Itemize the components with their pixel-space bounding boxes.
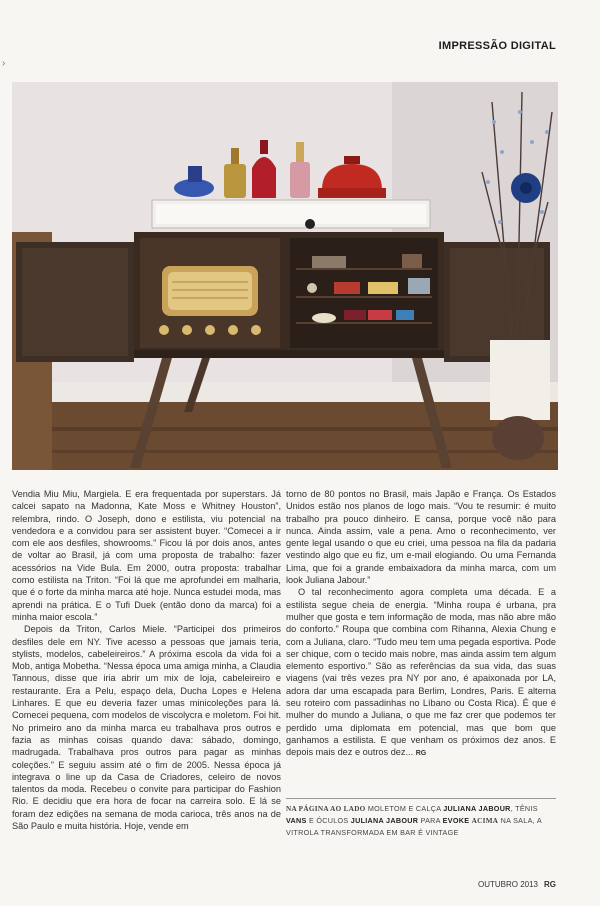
end-mark: RG: [415, 750, 427, 758]
caption-lead: NA PÁGINA AO LADO: [286, 805, 366, 813]
article-paragraph: Depois da Triton, Carlos Miele. “Participei dos primeiros desfiles dele em NY. Tive acesso a pessoas que jamais teria, stylists, modelos, cabeleireiros.” A próxima escola da vida foi a Mob, antiga Mobetha. “Nessa época uma amiga minha, a Claudia Tannous, disse que iria abrir um mix de loja, cabeleireiro e restaurante. Era a Pelu, espaço dela, Ducha Lopes e Helena Linhares. E que eu deveria fazer umas minicoleções para lá. Comecei pequena, com modelos de viscolycra e moletom. Foi hit. No primeiro ano da minha marca eu trabalhava pros outros e fazia as minhas coisas quando dava: sábado, domingo, madrugada. Trabalhava pros outros para pagar as minhas coleções.” E seguiu assim até o fim de 2005. Nessa época já integrava o line up da Casa de Criadores, celeiro de novos talentos da moda. Recebeu o convite para participar do Fashion Rio. E decidiu que era hora de focar na carreira solo. E lá se foram dez edições na semana de moda carioca, três anos na de São Paulo e muita história. Hoje, vende em: [12, 624, 281, 832]
vintage-radio-bar-photo: [12, 82, 558, 470]
caption-brand: JULIANA JABOUR: [350, 816, 419, 825]
section-title: IMPRESSÃO DIGITAL: [438, 40, 556, 52]
caption-brand: JULIANA JABOUR: [443, 804, 511, 813]
article-column-left: [12, 488, 281, 832]
caption-text: PARA: [418, 816, 443, 825]
caption-text: NA SALA, A VITROLA TRANSFORMADA EM BAR É VINTAGE: [286, 816, 542, 837]
article-paragraph: Vendia Miu Miu, Margiela. E era frequentada por superstars. Já calcei sapato na Madonna, Kate Moss e Whitney Houston”, relembra, rindo. O Joseph, dono e estilista, viu potencial na vendedora e a convidou para ser assistent buyer. “Comecei a ir com ele aos desfiles, showrooms.” Ficou lá por dois anos, antes de voltar ao Brasil, já com uma proposta de trabalho: fazer acessórios na Vide Bula. Em 2000, outra proposta: trabalhar como estilista na Triton. “Foi lá que me aprofundei em malharia, que é o forte da minha marca até hoje. Nunca estudei moda, mas aprendi na prática. E o Tufi Duek (então dono da marca) foi a minha maior escola.”: [12, 489, 281, 622]
article-column-right: [286, 488, 556, 761]
page-footer: [478, 880, 556, 889]
issue-date: OUTUBRO 2013: [477, 880, 538, 889]
caption-brand: EVOKE: [442, 816, 470, 825]
page-edge-mark: ›: [2, 58, 6, 69]
caption-brand: VANS: [286, 816, 307, 825]
caption-text: E ÓCULOS: [306, 816, 351, 825]
article-paragraph: O tal reconhecimento agora completa uma década. E a estilista segue cheia de energia. “Minha roupa é urbana, pra mulher que gosta e tem informação de moda, mas não abre mão do conforto.” Roupa que combina com Rihanna, Alexia Chung e com a Juliana, claro. “Tudo meu tem uma pegada esportiva. Pode ser chique, com o tecido mais nobre, mas ainda assim tem algum elemento esportivo.” São as referências da sua vida, das suas viagens (vai três vezes pra NY por ano, é apaixonada por LA, adora dar uma escapada para Berlim, Londres, Paris. E alterna seu roteiro com passadinhas no Líbano ou Costa Rica). É que é mulher do mundo a Juliana, o que me faz crer que podemos ter perdido uma diplomata em potencial, mas que bom que ganhamos a estilista. E que venham os próximos dez anos. E depois mais dez e outros dez...: [286, 587, 556, 758]
article-paragraph: torno de 80 pontos no Brasil, mais Japão e França. Os Estados Unidos estão nos planos de logo mais. “Vou te resumir: é muito trabalho pra pouco dinheiro. E cansa, porque você não para nunca. Ainda assim, vale a pena. Amo o reconhecimento, ver gente legal usando o que eu criei, uma pessoa na fila da padaria vestindo algo que eu fiz, um e-mail elogiando. Ou uma Fernanda Lima, que foi a grande embaixadora da minha marca, com um look Juliana Jabour.”: [286, 489, 556, 586]
caption-text: , TÊNIS: [510, 804, 538, 813]
photo-caption: [286, 803, 556, 838]
caption-text: MOLETOM E CALÇA: [365, 804, 444, 813]
caption-lead: ACIMA: [471, 817, 499, 825]
caption-divider: [286, 798, 556, 799]
magazine-name: RG: [544, 880, 556, 889]
